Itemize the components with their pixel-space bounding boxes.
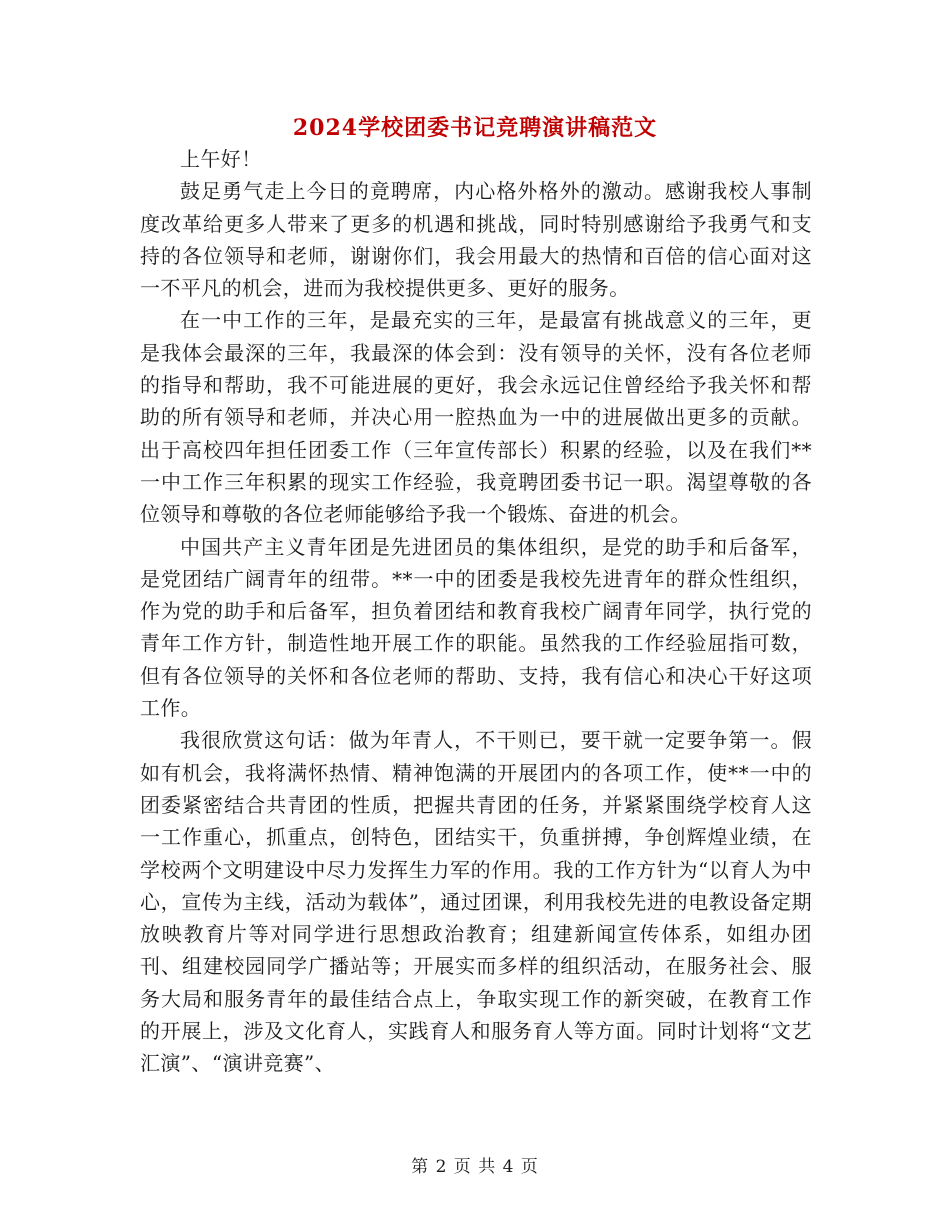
body-paragraph: 在一中工作的三年，是最充实的三年，是最富有挑战意义的三年，更是我体会最深的三年，我最深的体会到：没有领导的关怀，没有各位老师的指导和帮助，我不可能进展的更好，我会永远记住曾经给予我关怀和帮助的所有领导和老师，并决心用一腔热血为一中的进展做出更多的贡献。出于高校四年担任团委工作（三年宣传部长）积累的经验，以及在我们**一中工作三年积累的现实工作经验，我竟聘团委书记一职。渴望尊敬的各位领导和尊敬的各位老师能够给予我一个锻炼、奋进的机会。 [140, 308, 812, 527]
document-body [140, 143, 812, 1080]
body-paragraph: 鼓足勇气走上今日的竟聘席，内心格外格外的激动。感谢我校人事制度改革给更多人带来了更多的机遇和挑战，同时特别感谢给予我勇气和支持的各位领导和老师，谢谢你们，我会用最大的热情和百倍的信心面对这一不平凡的机会，进而为我校提供更多、更好的服务。 [140, 179, 812, 301]
body-paragraph: 我很欣赏这句话：做为年青人，不干则已，要干就一定要争第一。假如有机会，我将满怀热情、精神饱满的开展团内的各项工作，使**一中的团委紧密结合共青团的性质，把握共青团的任务，并紧紧围绕学校育人这一工作重心，抓重点，创特色，团结实干，负重拼搏，争创辉煌业绩，在学校两个文明建设中尽力发挥生力军的作用。我的工作方针为“以育人为中心，宣传为主线，活动为载体”，通过团课，利用我校先进的电教设备定期放映教育片等对同学进行思想政治教育；组建新闻宣传体系，如组办团刊、组建校园同学广播站等；开展实而多样的组织活动，在服务社会、服务大局和服务青年的最佳结合点上，争取实现工作的新突破，在教育工作的开展上，涉及文化育人，实践育人和服务育人等方面。同时计划将“文艺汇演”、“演讲竞赛”、 [140, 728, 812, 1076]
document-title: 2024学校团委书记竞聘演讲稿范文 [292, 115, 658, 141]
body-paragraph: 中国共产主义青年团是先进团员的集体组织，是党的助手和后备军，是党团结广阔青年的纽带。**一中的团委是我校先进青年的群众性组织，作为党的助手和后备军，担负着团结和教育我校广阔青年同学，执行党的青年工作方针，制造性地开展工作的职能。虽然我的工作经验屈指可数，但有各位领导的关怀和各位老师的帮助、支持，我有信心和决心干好这项工作。 [140, 534, 812, 721]
page-number-footer: 第 2 页 共 4 页 [411, 1157, 539, 1177]
greeting-paragraph: 上午好！ [180, 147, 262, 171]
